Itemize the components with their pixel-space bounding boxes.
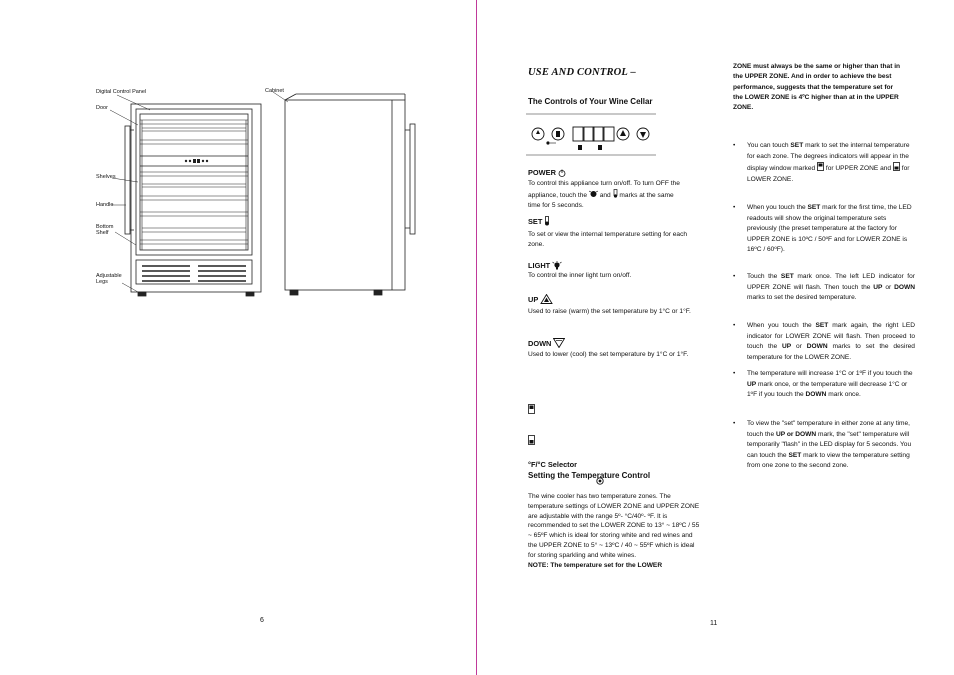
- list-item: • You can touch SET mark to set the internal temperature for each zone. The degrees indicators will appear in the display window marked for UPPER ZONE and for LOWER ZONE.: [733, 141, 915, 185]
- setting-note: NOTE: The temperature set for the LOWER: [528, 561, 663, 569]
- set-description: To set or view the internal temperature setting for each zone.: [528, 231, 688, 248]
- setting-body-text: The wine cooler has two temperature zones. The temperature settings of LOWER ZONE and UPPER ZONE are adjustable with the range 5º- °C/40º- ºF. It is recommended to set the LOWER ZONE to 13° ~ 18ºC / 55 ~ 65ºF which is ideal for storing white and red wines and the UPPER ZONE to 5° ~ 13ºC / 40 ~ 55ºF which is ideal for storing sparkling and white wines.: [528, 493, 700, 559]
- up-description: Used to raise (warm) the set temperature by 1°C or 1°F.: [528, 308, 691, 315]
- setting-body: [528, 492, 700, 570]
- down-title-text: DOWN: [528, 339, 552, 348]
- label-bottom-shelf-1: Bottom: [96, 224, 114, 230]
- list-item: • When you touch the SET mark for the first time, the LED readouts will show the original temperature sets previously (the preset temperature at the factory for UPPER ZONE is 10ºC / 50ºF and for LOWER ZONE is 16ºC / 60ºF).: [733, 203, 915, 256]
- thermometer-icon: [544, 216, 550, 226]
- control-panel-illustration: [526, 110, 658, 158]
- up-title-text: UP: [528, 295, 539, 304]
- list-item: • To view the "set" temperature in either zone at any time, touch the UP or DOWN mark, the "set" temperature will temporarily "flash" in the LED display for 5 seconds. You can touch the SET mark to view the temperature setting from one zone to the second zone.: [733, 419, 915, 472]
- label-handle: Handle: [96, 202, 114, 208]
- list-item: • When you touch the SET mark again, the right LED indicator for LOWER ZONE will flash. Then proceed to touch the UP or DOWN marks to set the desired temperature for the LOWER ZONE.: [733, 321, 915, 363]
- page-number-right: 11: [710, 620, 718, 627]
- set-icon: [613, 189, 618, 198]
- power-line-3: time for 5 seconds.: [528, 201, 584, 209]
- up-arrow-icon: [540, 294, 553, 304]
- down-description: Used to lower (cool) the set temperature by 1°C or 1°F.: [528, 351, 689, 358]
- upper-zone-icon: [817, 162, 824, 171]
- power-icon: [558, 169, 566, 177]
- list-item: • Touch the SET mark once. The left LED indicator for UPPER ZONE will flash. Then touch the UP or DOWN marks to set the desired temperature.: [733, 272, 915, 304]
- controls-heading: The Controls of Your Wine Cellar: [528, 97, 653, 106]
- label-door: Door: [96, 105, 108, 111]
- label-bottom-shelf-2: Shelf: [96, 230, 109, 236]
- up-title: [528, 294, 553, 304]
- section-title: USE AND CONTROL –: [528, 67, 636, 78]
- power-line-2: [528, 189, 698, 201]
- label-cabinet: Cabinet: [265, 88, 284, 94]
- label-digital-control-panel: Digital Control Panel: [96, 89, 147, 95]
- page-divider: [476, 0, 477, 675]
- light-icon: [589, 190, 598, 198]
- power-line-2b: and: [599, 191, 611, 199]
- power-description: [528, 179, 698, 210]
- light-title: [528, 261, 562, 270]
- power-line-1: To control this appliance turn on/off. To turn OFF the: [528, 180, 680, 187]
- set-title-text: SET: [528, 217, 543, 226]
- page-number-left: 6: [260, 617, 264, 624]
- power-title-text: POWER: [528, 168, 556, 177]
- light-title-text: LIGHT: [528, 261, 551, 270]
- power-line-2c: marks at the same: [619, 191, 674, 199]
- down-title: [528, 338, 565, 348]
- label-adjustable-legs-1: Adjustable: [96, 273, 122, 279]
- light-description: To control the inner light turn on/off.: [528, 272, 632, 279]
- lower-zone-icon: [893, 162, 900, 171]
- light-bulb-icon: [552, 261, 562, 270]
- lower-zone-indicator-icon: [528, 435, 536, 445]
- zone-note-paragraph: ZONE must always be the same or higher than that in the UPPER ZONE. And in order to achieve the best performance, suggests that the temperature set for the LOWER ZONE is 4ºC higher than at in the UPPER ZONE.: [733, 63, 901, 112]
- list-item: • The temperature will increase 1°C or 1ºF if you touch the UP mark once, or the temperature will decrease 1°C or 1ºF if you touch the DOWN mark once.: [733, 369, 915, 401]
- label-adjustable-legs-2: Legs: [96, 279, 108, 285]
- setting-heading: Setting the Temperature Control: [528, 471, 651, 480]
- power-line-2a: appliance, touch the: [528, 191, 588, 199]
- set-title: [528, 216, 550, 226]
- wine-cooler-diagram: [0, 0, 476, 675]
- selector-title: °F/°C Selector: [528, 460, 578, 469]
- down-arrow-icon: [553, 338, 565, 348]
- label-shelves: Shelves: [96, 174, 116, 180]
- power-title: [528, 168, 566, 177]
- upper-zone-indicator-icon: [528, 404, 536, 414]
